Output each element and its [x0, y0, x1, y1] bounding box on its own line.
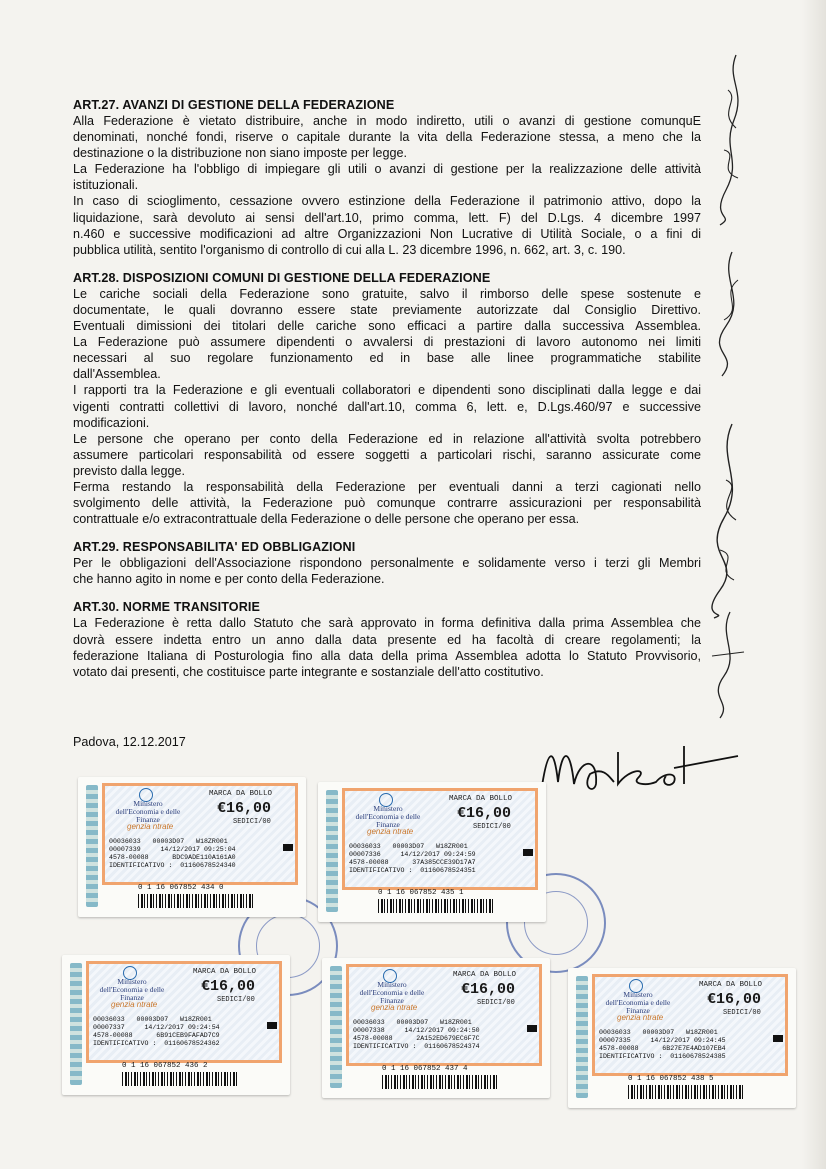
stamp-ministry: Ministero dell'Economia e delle Finanze — [355, 804, 421, 829]
article-30 — [73, 599, 701, 679]
stamp-label: MARCA DA BOLLO — [699, 981, 763, 989]
stamp-ministry: Ministero dell'Economia e delle Finanze — [359, 980, 425, 1005]
stamp-mark — [773, 1035, 783, 1042]
stamp-serial: 0 1 16 067852 436 2 — [122, 1062, 208, 1070]
barcode-icon — [122, 1072, 238, 1086]
article-line: In caso di scioglimento, cessazione ovvero estinzione della Federazione il patrimonio attivo, dopo la — [73, 194, 701, 209]
article-line: I rapporti tra la Federazione e gli eventuali collaboratori e dipendenti sono disciplinati dalla legge e dai — [73, 383, 701, 398]
stamp-label: MARCA DA BOLLO — [449, 795, 513, 803]
article-line: istituzionali. — [73, 178, 139, 193]
signature-right-3 — [706, 420, 752, 620]
barcode-icon — [628, 1085, 744, 1099]
stamp-codes: 00036033 00003D07 W18ZR001 00007337 14/12/2017 09:24:54 4578-00088 6B91CEB9FAFAD7C9 IDENTIFICATIVO : 01160678524362 — [93, 1016, 220, 1047]
article-line: vigenti contratti collettivi di lavoro, nonché dall'art.10, comma 6, lett. e, D.Lgs.460/97 e successive — [73, 399, 701, 414]
article-line: n.460 e successive modificazioni ad altre Organizzazioni Non Lucrative di Utilità Sociale, o a fini di — [73, 226, 701, 241]
signature-bottom — [538, 738, 758, 798]
article-line: Alla Federazione è vietato distribuire, anche in modo indiretto, utili o avanzi di gestione comunquE — [73, 114, 701, 128]
stamp-frame — [346, 964, 542, 1066]
article-line: contrattuale e/o extracontrattuale della Federazione o delle persone che operano per essa. — [73, 512, 580, 527]
article-28 — [73, 270, 701, 527]
stamp-amount: €16,00 — [707, 991, 762, 1008]
article-title: ART.30. NORME TRANSITORIE — [73, 600, 260, 615]
stamp-amount-words: SEDICI/00 — [217, 996, 255, 1004]
stamp-ministry: Ministero dell'Economia e delle Finanze — [99, 977, 165, 1002]
page-edge — [802, 0, 826, 1169]
article-line: che hanno agito in nome e per conto della Federazione. — [73, 572, 385, 587]
revenue-stamp — [62, 955, 290, 1095]
article-line: dovrà essere indetta entro un anno dalla data presente ed ha facoltà di creare regolamenti; la — [73, 632, 701, 647]
stamp-codes: 00036033 00003D07 W18ZR001 00007339 14/12/2017 09:25:04 4578-00088 BDC9ADE110A161A0 IDENTIFICATIVO : 01160678524340 — [109, 838, 236, 869]
stamp-codes: 00036033 00003D07 W18ZR001 00007335 14/12/2017 09:24:45 4578-00088 6B27E7E4AD107EB4 IDENTIFICATIVO : 01160678524385 — [599, 1029, 726, 1060]
revenue-stamp — [322, 958, 550, 1098]
stamp-amount: €16,00 — [457, 805, 512, 822]
article-title: ART.29. RESPONSABILITA' ED OBBLIGAZIONI — [73, 540, 356, 555]
security-strip — [86, 785, 98, 907]
stamp-mark — [267, 1022, 277, 1029]
stamp-amount: €16,00 — [461, 981, 516, 998]
stamp-codes: 00036033 00003D07 W18ZR001 00007336 14/12/2017 09:24:59 4578-00088 37A385CCE39D17A7 IDENTIFICATIVO : 01160678524351 — [349, 843, 476, 874]
stamp-label: MARCA DA BOLLO — [193, 968, 257, 976]
security-strip — [70, 963, 82, 1085]
article-line: Ferma restando la responsabilità della Federazione per eventuali danni a terzi cagionati nello — [73, 479, 701, 494]
article-line: modificazioni. — [73, 415, 150, 430]
article-line: federazione Italiana di Posturologia fino alla data della prima Assemblea adotta lo Statuto Provvisorio, — [73, 648, 701, 663]
security-strip — [576, 976, 588, 1098]
stamp-frame — [86, 961, 282, 1063]
stamp-mark — [527, 1025, 537, 1032]
stamp-mark — [523, 849, 533, 856]
article-line: dall'Assemblea. — [73, 367, 161, 382]
document-body — [73, 97, 701, 692]
article-line: documentate, le quali dovranno essere state previamente autorizzate dal Consiglio Direttivo. — [73, 302, 701, 317]
article-29 — [73, 539, 701, 587]
security-strip — [326, 790, 338, 912]
stamp-agency: genzia ntrate — [617, 1013, 664, 1022]
stamp-serial: 0 1 16 067852 438 5 — [628, 1075, 714, 1083]
stamp-serial: 0 1 16 067852 437 4 — [382, 1065, 468, 1073]
stamp-frame — [592, 974, 788, 1076]
article-line: La Federazione è retta dallo Statuto che sarà approvato in forma definitiva dalla prima Assemblea che — [73, 616, 701, 631]
article-line: destinazione o la distribuzione non siano imposte per legge. — [73, 146, 407, 161]
article-line: svolgimento delle attività, la Federazione può comunque contrarre assicurazioni per responsabilità — [73, 496, 701, 511]
stamp-amount-words: SEDICI/00 — [473, 823, 511, 831]
place-date: Padova, 12.12.2017 — [73, 735, 186, 749]
stamp-ministry: Ministero dell'Economia e delle Finanze — [605, 990, 671, 1015]
article-line: pubblica utilità, sentito l'organismo di controllo di cui alla L. 23 dicembre 1996, n. 662, art. 3, c. 190. — [73, 242, 626, 257]
article-line: Le persone che operano per conto della Federazione ed in relazione all'attività svolta potrebbero — [73, 431, 701, 446]
article-27 — [73, 97, 701, 258]
article-line: denominati, nonché fondi, riserve o capitale durante la vita della Federazione stessa, a meno che la — [73, 130, 701, 145]
article-line: Le cariche sociali della Federazione sono gratuite, salvo il rimborso delle spese sostenute e — [73, 286, 701, 301]
stamp-agency: genzia ntrate — [371, 1003, 418, 1012]
signature-right-4 — [708, 610, 748, 720]
stamp-agency: genzia ntrate — [127, 822, 174, 831]
security-strip — [330, 966, 342, 1088]
barcode-icon — [382, 1075, 498, 1089]
stamp-frame — [342, 788, 538, 890]
stamp-ministry: Ministero dell'Economia e delle Finanze — [115, 799, 181, 824]
stamp-codes: 00036033 00003D07 W18ZR001 00007338 14/12/2017 09:24:50 4578-00088 2A152ED679EC6F7C IDENTIFICATIVO : 01160678524374 — [353, 1019, 480, 1050]
stamp-agency: genzia ntrate — [367, 827, 414, 836]
article-line: La Federazione ha l'obbligo di impiegare gli utili o avanzi di gestione per la realizzazione delle attività — [73, 162, 701, 177]
stamp-label: MARCA DA BOLLO — [209, 790, 273, 798]
barcode-icon — [378, 899, 494, 913]
stamp-frame — [102, 783, 298, 885]
stamp-amount: €16,00 — [201, 978, 256, 995]
article-line: assumere particolari responsabilità od essere soggetti a particolari rischi, saranno assicurate come — [73, 447, 701, 462]
article-line: necessari al suo regolare funzionamento ed in base alle linee programmatiche stabilite — [73, 351, 701, 366]
stamp-amount-words: SEDICI/00 — [723, 1009, 761, 1017]
article-line: Per le obbligazioni dell'Associazione rispondono personalmente e solidamente verso i terzi gli Membri — [73, 556, 701, 571]
stamp-serial: 0 1 16 067852 435 1 — [378, 889, 464, 897]
revenue-stamp — [568, 968, 796, 1108]
article-line: previsto dalla legge. — [73, 463, 186, 478]
stamp-amount-words: SEDICI/00 — [477, 999, 515, 1007]
stamp-serial: 0 1 16 067852 434 0 — [138, 884, 224, 892]
revenue-stamp — [318, 782, 546, 922]
stamp-mark — [283, 844, 293, 851]
article-line: La Federazione può assumere dipendenti o avvalersi di prestazioni di lavoro autonomo nei limiti — [73, 335, 701, 350]
signature-right-top — [706, 50, 756, 230]
barcode-icon — [138, 894, 254, 908]
article-line: liquidazione, sarà devoluto ai sensi dell'art.10, primo comma, lett. F) del D.Lgs. 4 dicembre 1997 — [73, 210, 701, 225]
stamp-amount-words: SEDICI/00 — [233, 818, 271, 826]
revenue-stamp — [78, 777, 306, 917]
signature-right-2 — [712, 250, 752, 380]
article-line: Eventuali dimissioni dei titolari delle cariche sono efficaci a partire dalla successiva Assemblea. — [73, 319, 701, 334]
stamp-label: MARCA DA BOLLO — [453, 971, 517, 979]
stamp-agency: genzia ntrate — [111, 1000, 158, 1009]
article-title: ART.28. DISPOSIZIONI COMUNI DI GESTIONE DELLA FEDERAZIONE — [73, 270, 491, 285]
article-title: ART.27. AVANZI DI GESTIONE DELLA FEDERAZIONE — [73, 98, 395, 112]
stamp-amount: €16,00 — [217, 800, 272, 817]
article-line: votato dai presenti, che costituisce parte integrante e sostanziale dell'atto costitutivo. — [73, 664, 544, 679]
